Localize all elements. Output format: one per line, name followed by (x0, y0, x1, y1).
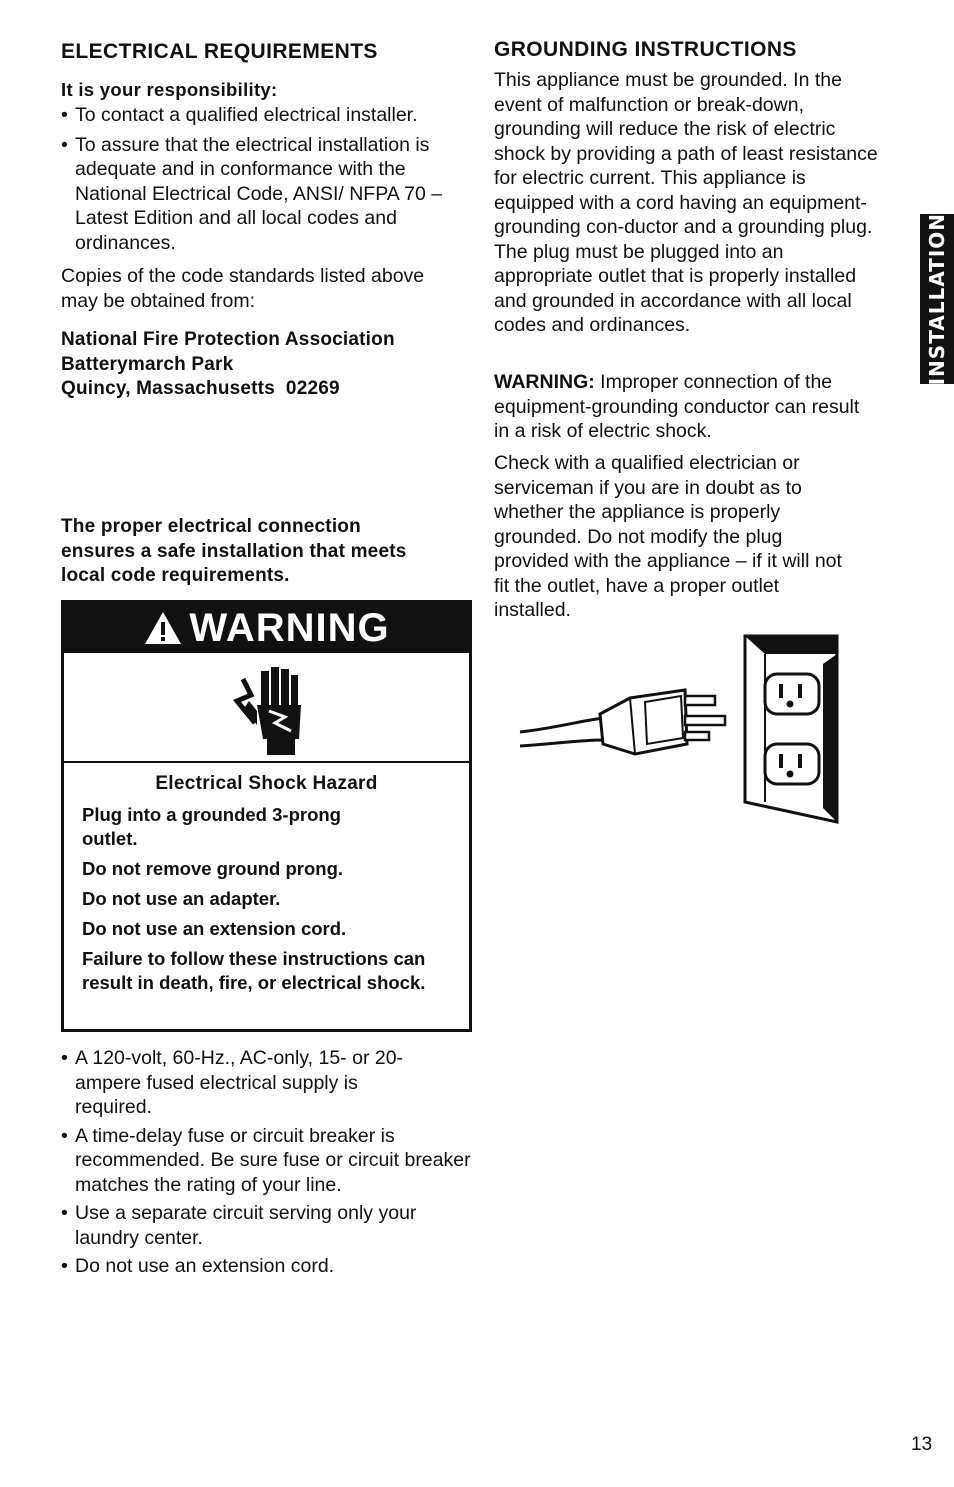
responsibility-list (61, 103, 471, 255)
installation-tab-label: INSTALLATION (925, 212, 949, 386)
installation-section-tab (920, 214, 954, 384)
grounding-warning (494, 370, 864, 444)
list-item: • To contact a qualified electrical installer. (61, 103, 471, 128)
check-electrician-paragraph: Check with a qualified electrician or serviceman if you are in doubt as to whether the appliance is properly grounded. Do not modify the plug provided with the appliance – if it will not fit the outlet, have a proper outlet installed. (494, 452, 842, 621)
electrical-requirements-heading: ELECTRICAL REQUIREMENTS (61, 40, 378, 63)
warning-triangle-icon (143, 610, 183, 646)
nfpa-address (61, 328, 395, 402)
address-line: Batterymarch Park (61, 353, 234, 375)
list-item: • Do not use an extension cord. (61, 1254, 471, 1279)
warning-header (64, 603, 469, 653)
proper-connection-statement: The proper electrical connection ensures a safe installation that meets local code requirements. (61, 516, 407, 586)
grounding-warning-label: WARNING: (494, 371, 595, 393)
address-line: Quincy, Massachusetts 02269 (61, 378, 340, 399)
supply-requirements-list (61, 1046, 471, 1279)
warning-line: Do not use an extension cord. (82, 918, 347, 939)
grounded-plug-and-outlet-icon (515, 632, 845, 827)
page-number: 13 (911, 1434, 933, 1455)
warning-label: WARNING (189, 605, 390, 650)
warning-line: Failure to follow these instructions can result in death, fire, or electrical shock. (82, 948, 426, 993)
copies-paragraph: Copies of the code standards listed above may be obtained from: (61, 265, 425, 312)
grounding-paragraph: This appliance must be grounded. In the event of malfunction or break-down, grounding will reduce the risk of electric shock by providing a path of least resistance for electric current. This appliance is equipped with a cord having an equipment-grounding con-ductor and a grounding plug. The plug must be plugged into an appropriate outlet that is properly installed and grounded in accordance with all local codes and ordinances. (494, 69, 878, 336)
list-item: • To assure that the electrical installation is adequate and in conformance with the National Electrical Code, ANSI/ NFPA 70 – Latest Edition and all local codes and ordinances. (61, 133, 471, 256)
responsibility-label: It is your responsibility: (61, 79, 278, 100)
warning-line: Do not remove ground prong. (82, 858, 344, 879)
warning-box (61, 600, 472, 1032)
hazard-title: Electrical Shock Hazard (155, 773, 378, 794)
warning-line: Do not use an adapter. (82, 888, 281, 909)
list-item: • A time-delay fuse or circuit breaker is recommended. Be sure fuse or circuit breaker matches the rating of your line. (61, 1124, 471, 1198)
grounding-warning-text: Improper connection of the equipment-grounding conductor can result in a risk of electric shock. (494, 371, 860, 442)
list-item: • Use a separate circuit serving only your laundry center. (61, 1201, 471, 1250)
grounding-instructions-heading: GROUNDING INSTRUCTIONS (494, 38, 797, 61)
warning-line: Plug into a grounded 3-prong outlet. (82, 804, 341, 849)
list-item: • A 120-volt, 60-Hz., AC-only, 15- or 20-ampere fused electrical supply is required. (61, 1046, 471, 1120)
electric-shock-hand-icon (64, 653, 469, 763)
address-line: National Fire Protection Association (61, 329, 395, 350)
warning-instructions (64, 795, 469, 995)
